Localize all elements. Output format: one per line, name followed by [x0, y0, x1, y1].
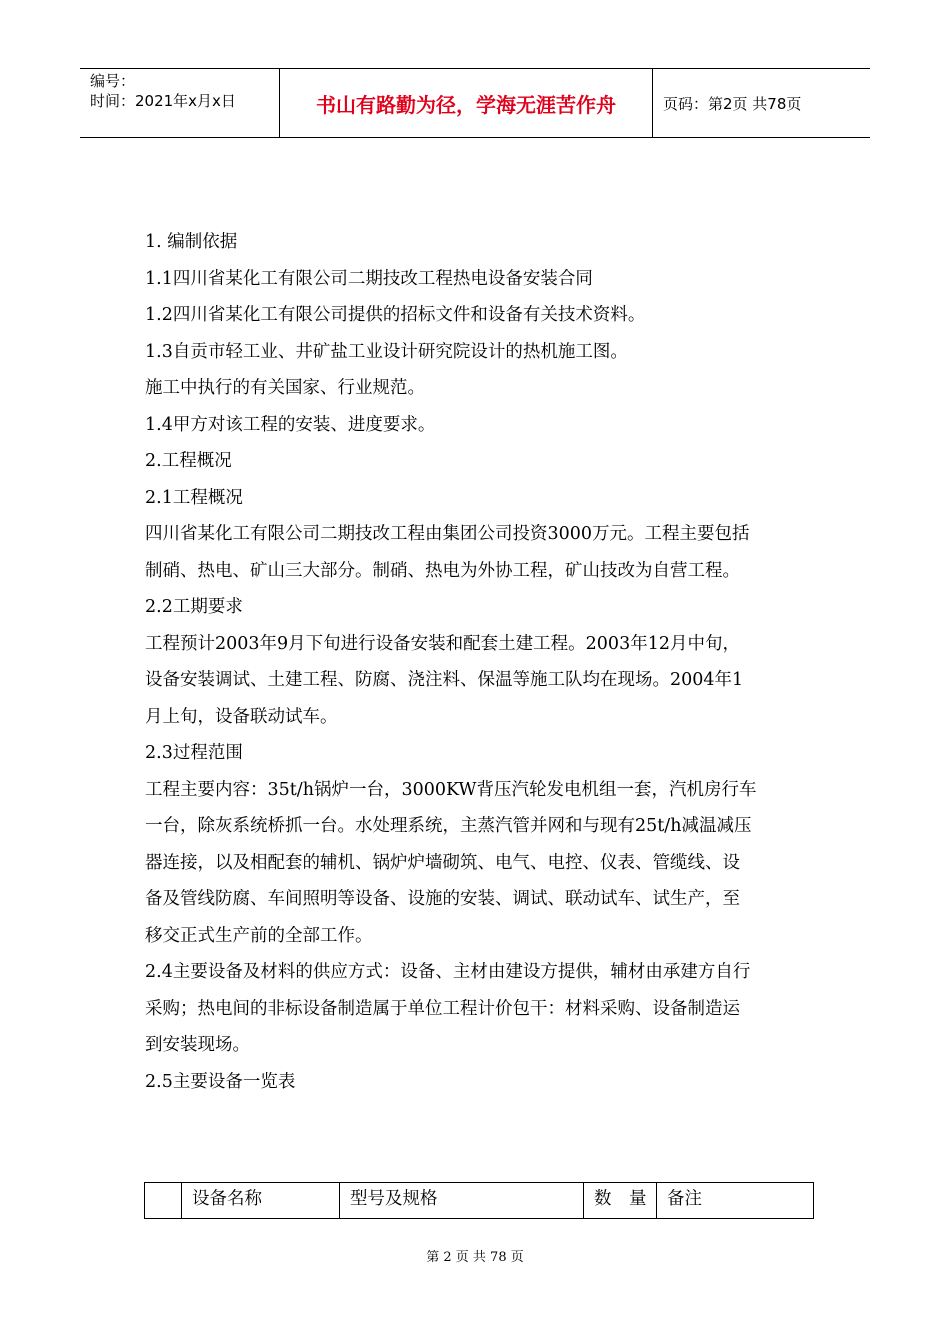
body-line: 一台，除灰系统桥抓一台。水处理系统，主蒸汽管并网和与现有25t/h减温减压 [145, 816, 752, 836]
body-line: 1.4甲方对该工程的安装、进度要求。 [145, 414, 436, 435]
document-number: 编号： [90, 72, 136, 90]
document-body [145, 224, 815, 1100]
body-line: 2.5主要设备一览表 [145, 1071, 296, 1092]
body-line: 器连接，以及相配套的辅机、锅炉炉墙砌筑、电气、电控、仪表、管缆线、设 [145, 852, 740, 873]
body-line: 备及管线防腐、车间照明等设备、设施的安装、调试、联动试车、试生产，至 [145, 889, 740, 909]
body-line: 采购；热电间的非标设备制造属于单位工程计价包干：材料采购、设备制造运 [145, 998, 740, 1019]
page-footer: 第 2 页 共 78 页 [426, 1250, 524, 1265]
table-header-name: 设备名称 [182, 1183, 340, 1218]
body-line: 四川省某化工有限公司二期技改工程由集团公司投资3000万元。工程主要包括 [145, 524, 750, 544]
body-line: 到安装现场。 [145, 1035, 250, 1055]
table-header-remarks: 备注 [667, 1189, 702, 1209]
body-line: 2.2工期要求 [145, 597, 243, 617]
body-line: 2.3过程范围 [145, 743, 243, 763]
table-header-model: 型号及规格 [340, 1183, 584, 1218]
body-line: 工程主要内容：35t/h锅炉一台，3000KW背压汽轮发电机组一套，汽机房行车 [145, 779, 757, 800]
body-line: 设备安装调试、土建工程、防腐、浇注料、保温等施工队均在现场。2004年1 [145, 670, 744, 690]
document-time: 时间：2021年x月x日 [90, 92, 236, 110]
equipment-table-header [144, 1182, 814, 1219]
body-line: 制硝、热电、矿山三大部分。制硝、热电为外协工程，矿山技改为自营工程。 [145, 560, 740, 581]
body-line: 1. 编制依据 [145, 232, 238, 252]
table-header-index [145, 1183, 182, 1218]
body-line: 月上旬，设备联动试车。 [145, 706, 338, 727]
body-line: 1.3自贡市轻工业、井矿盐工业设计研究院设计的热机施工图。 [145, 341, 628, 362]
body-line: 施工中执行的有关国家、行业规范。 [145, 378, 425, 398]
header-page-info: 页码：第2页 共78页 [663, 94, 802, 113]
body-line: 2.4主要设备及材料的供应方式：设备、主材由建设方提供，辅材由承建方自行 [145, 962, 751, 982]
header-motto: 书山有路勤为径，学海无涯苦作舟 [280, 69, 653, 137]
header-meta [80, 69, 280, 137]
body-line: 1.2四川省某化工有限公司提供的招标文件和设备有关技术资料。 [145, 305, 646, 325]
table-header-quantity: 数 量 [584, 1183, 657, 1218]
body-line: 移交正式生产前的全部工作。 [145, 925, 373, 946]
body-line: 2.1工程概况 [145, 487, 243, 508]
body-line: 工程预计2003年9月下旬进行设备安装和配套土建工程。2003年12月中旬， [145, 633, 740, 654]
page-header [80, 68, 870, 138]
body-line: 2.工程概况 [145, 451, 232, 471]
body-line: 1.1四川省某化工有限公司二期技改工程热电设备安装合同 [145, 268, 593, 289]
